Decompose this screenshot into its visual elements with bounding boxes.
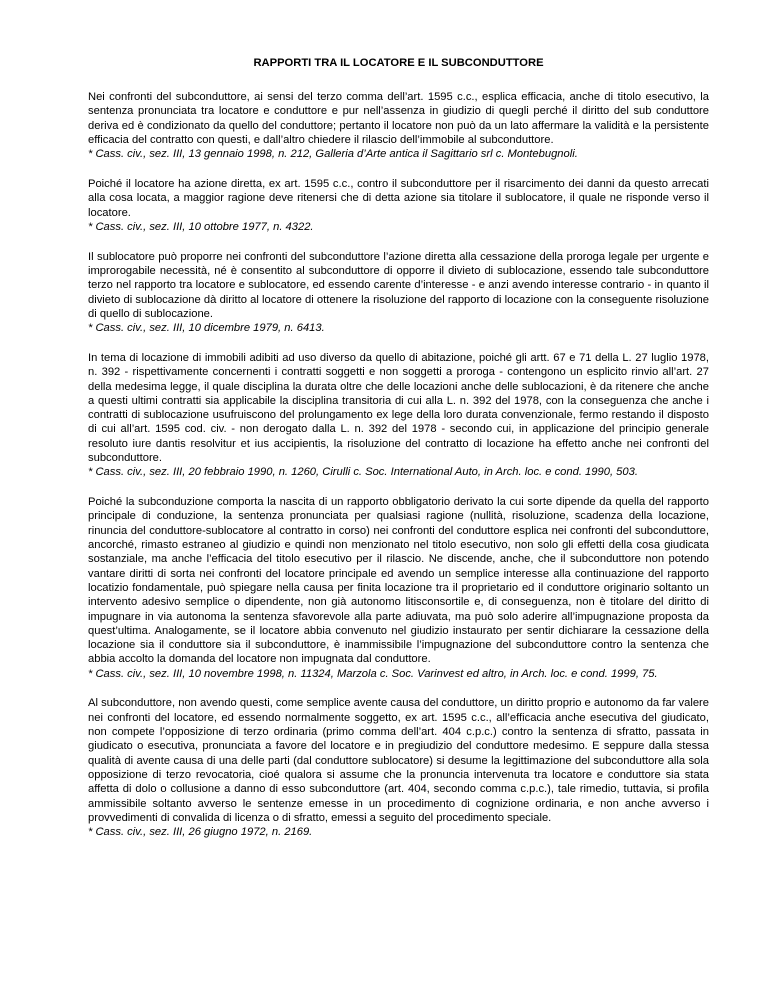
case-citation: * Cass. civ., sez. III, 10 dicembre 1979, n. 6413.	[88, 322, 325, 335]
case-citation: * Cass. civ., sez. III, 10 ottobre 1977, n. 4322.	[88, 220, 314, 233]
case-citation: * Cass. civ., sez. III, 26 giugno 1972, n. 2169.	[88, 826, 313, 839]
case-text: Poiché il locatore ha azione diretta, ex art. 1595 c.c., contro il subconduttore per il risarcimento dei danni da questo arrecati alla cosa locata, a maggior ragione deve ritenersi che di detta azione sia titolare il sublocatore, il quale ne risponde verso il locatore.	[88, 177, 709, 219]
case-entry-6	[88, 696, 709, 839]
case-entry-3	[88, 250, 709, 336]
document-page	[88, 56, 709, 855]
case-entry-2	[88, 177, 709, 234]
case-text: Al subconduttore, non avendo questi, come semplice avente causa del conduttore, un diritto proprio e autonomo da far valere nei confronti del locatore, ed essendo normalmente soggetto, ex art. 1595 c.c., all’efficacia anche esecutiva del giudicato, non compete l’opposizione di terzo ordinaria (primo comma dell’art. 404 c.p.c.) contro la sentenza di sfratto, passata in giudicato o esecutiva, pronunciata a favore del locatore e in pregiudizio del conduttore medesimo. E seppure dalla stessa qualità di avente causa di una delle parti (dal conduttore sublocatore) si desume la legittimazione del subconduttore alla sola opposizione di terzo revocatoria, cioé qualora si assume che la pronuncia intervenuta tra locatore e conduttore sia stata affetta di dolo o collusione a danno di esso subconduttore (art. 404, secondo comma c.p.c.), tale rimedio, tuttavia, si profila ammissibile soltanto avverso le sentenze emesse in un procedimento di cognizione ordinaria, e non anche avverso i provvedimenti di convalida di licenza o di sfratto, emessi a seguito del procedimento speciale.	[88, 697, 709, 824]
case-citation: * Cass. civ., sez. III, 20 febbraio 1990, n. 1260, Cirulli c. Soc. International Auto, in Arch. loc. e cond. 1990, 503.	[88, 466, 638, 479]
case-text: Nei confronti del subconduttore, ai sensi del terzo comma dell’art. 1595 c.c., esplica efficacia, anche di titolo esecutivo, la sentenza pronunciata tra locatore e conduttore e pur nell’assenza in giudizio di quegli perché il diritto del sub conduttore deriva ed è condizionato da quello del conduttore; pertanto il locatore non può da un lato affermare la validità e la persistente efficacia del contratto con questi, e dall’altro chiedere il rilascio dell’immobile al subconduttore.	[88, 91, 709, 146]
case-entry-5	[88, 495, 709, 681]
document-title: RAPPORTI TRA IL LOCATORE E IL SUBCONDUTTORE	[253, 57, 544, 69]
case-entry-4	[88, 351, 709, 480]
case-citation: * Cass. civ., sez. III, 13 gennaio 1998, n. 212, Galleria d’Arte antica il Sagittario srl c. Montebugnoli.	[88, 148, 578, 161]
case-text: Il sublocatore può proporre nei confronti del subconduttore l’azione diretta alla cessazione della proroga legale per urgente e improrogabile necessità, né è consentito al subconduttore di opporre il divieto di sublocazione, essendo tale subconduttore terzo nel rapporto tra locatore e sublocatore, ed essendo carente d’interesse - e anzi avendo interesse contrario - in quanto il divieto di sublocazione dà diritto al locatore di ottenere la risoluzione del rapporto di locazione con la conseguente risoluzione di quello di sublocazione.	[88, 250, 709, 320]
case-citation: * Cass. civ., sez. III, 10 novembre 1998, n. 11324, Marzola c. Soc. Varinvest ed altro, in Arch. loc. e cond. 1999, 75.	[88, 667, 658, 680]
case-entry-1	[88, 90, 709, 161]
case-text: In tema di locazione di immobili adibiti ad uso diverso da quello di abitazione, poiché gli artt. 67 e 71 della L. 27 luglio 1978, n. 392 - rispettivamente concernenti i contratti soggetti e non soggetti a proroga - contengono un esplicito rinvio all’art. 27 della medesima legge, il quale disciplina la durata oltre che delle locazioni anche delle sublocazioni, è da ritenere che anche a questi ultimi contratti sia applicabile la disciplina transitoria di cui alla L. n. 392 del 1978, con la conseguenza che anche i contratti di sublocazione usufruiscono del prolungamento ex lege della loro durata convenzionale, fermo restando il disposto di cui all’art. 1595 cod. civ. - non derogato dalla L. n. 392 del 1978 - secondo cui, in applicazione del principio generale resoluto iure dantis resolvitur et ius accipientis, la risoluzione del contratto di locazione ha effetto anche nei confronti del subconduttore.	[88, 351, 709, 465]
case-text: Poiché la subconduzione comporta la nascita di un rapporto obbligatorio derivato la cui sorte dipende da quella del rapporto principale di conduzione, la sentenza pronunciata per qualsiasi ragione (nullità, risoluzione, scadenza della locazione, rinuncia del conduttore-sublocatore al contratto in corso) nei confronti del conduttore esplica nei confronti del subconduttore, ancorché, rimasto estraneo al giudizio e quindi non menzionato nel titolo esecutivo, non solo gli effetti della cosa giudicata sostanziale, ma anche l’efficacia del titolo esecutivo per il rilascio. Ne discende, anche, che il subconduttore non potendo vantare diritti di sorta nei confronti del locatore principale ed avendo un semplice interesse alla continuazione del rapporto locatizio fondamentale, può spiegare nella causa per finita locazione tra il proprietario ed il conduttore originario soltanto un intervento adesivo semplice o dipendente, non già autonomo litisconsortile e, di conseguenza, non è titolare del diritto di impugnare in via autonoma la sentenza sfavorevole alla parte adiuvata, ma può solo aderire all’impugnazione proposta da quest’ultima. Analogamente, se il locatore abbia convenuto nel giudizio instaurato per sentir dichiarare la cessazione della locazione sia il conduttore sia il subconduttore, è inammissibile l’impugnazione del subconduttore contro la sentenza che abbia accolto la domanda del locatore non impugnata dal conduttore.	[88, 496, 709, 666]
